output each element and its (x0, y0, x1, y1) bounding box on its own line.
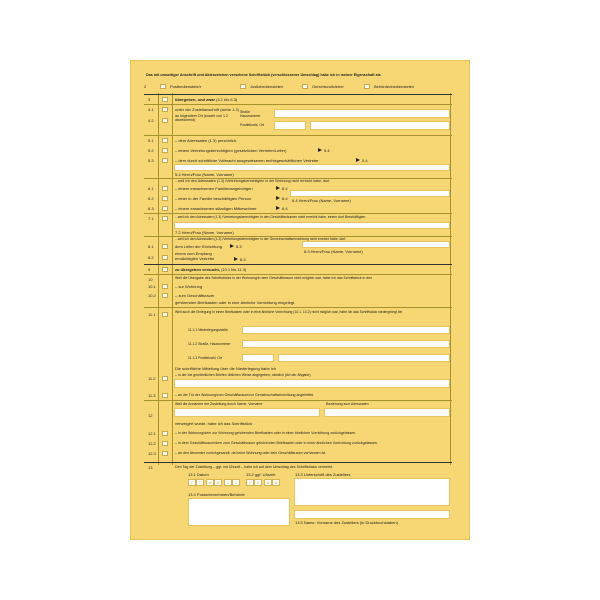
row-rule (144, 400, 452, 401)
arrow-icon (318, 148, 322, 152)
row-number: 6.3 (148, 206, 154, 211)
caption-7-2: 7.2 Herrn/Frau (Name, Vorname) (175, 230, 234, 235)
arrow-icon (276, 186, 280, 190)
niederlegung-postcode-input[interactable] (242, 354, 274, 362)
checkbox-4-2[interactable] (162, 118, 168, 123)
sec13-number: 13 (148, 465, 153, 470)
checkbox-12-1[interactable] (162, 431, 168, 436)
sec9-ref: (10.1 bis 11.3) (221, 267, 247, 272)
column-divider (158, 93, 159, 465)
checkbox-11-2[interactable] (162, 376, 168, 381)
label-4-1: unter der Zustellanschrift (siehe 1.2) (175, 107, 240, 112)
row-number: 8.2 (148, 255, 154, 260)
row-number: 11.1 (148, 312, 156, 317)
column-divider (172, 93, 173, 465)
row-number: 4.2 (148, 118, 154, 123)
row-number: 7.1 (148, 216, 154, 221)
role-checkbox-behoerde[interactable] (364, 84, 370, 89)
label-13-5: 13.5 Name, Vorname des Zustellers (in Druckbuchstaben) (295, 520, 398, 525)
zusteller-name-input[interactable] (294, 510, 450, 519)
checkbox-8-1[interactable] (162, 244, 168, 249)
ref-8-3: 8.3 (240, 257, 246, 262)
checkbox-11-3[interactable] (162, 393, 168, 398)
sec12-intro: verweigert wurde, habe ich das Schriftstück (175, 421, 253, 426)
checkbox-10-1[interactable] (162, 284, 168, 289)
row-number: 11.2 (148, 376, 156, 381)
time-cell[interactable]: M (264, 479, 272, 486)
row-number: 10.1 (148, 284, 156, 289)
name-input-8-3[interactable] (302, 241, 450, 248)
ref-6-4: 6.4 (282, 196, 288, 201)
role-label-behoerde: Behördenbedienstete/r (374, 84, 415, 89)
arrow-icon (356, 158, 360, 162)
sec6-intro: ...weil ich den Adressaten (1.3) /Vertretungsberechtigten in der Wohnung nicht erreicht habe, dort (175, 179, 330, 183)
strasse-label: Straße Hausnummer (240, 110, 261, 118)
label-11-1-1: 11.1.1 Niederlegungsstelle (188, 328, 228, 332)
verweigerer-name-input[interactable] (174, 408, 320, 417)
form-heading: Das mit umseitiger Anschrift und Aktenzeichen versehene Schriftstück (verschlossener Umschlag) habe ich in meiner Eigenschaft als (146, 73, 381, 77)
beziehung-input[interactable] (324, 408, 450, 417)
row-rule (144, 135, 452, 136)
row-number: 11.3 (148, 393, 156, 398)
role-label-gv: Gerichtsvollzieher (312, 84, 344, 89)
label-10-2: – zum Geschäftsraum (175, 293, 215, 298)
row-number: 6.2 (148, 196, 154, 201)
checkbox-7-1[interactable] (162, 216, 168, 221)
caption-8-3: 8.3 Herrn/Frau (Name, Vorname) (304, 249, 363, 254)
label-7-1: ...weil ich den Adressaten (1.3) /Vertretungsberechtigten in den Geschäftsräumen nicht erreicht habe, einem dort Beschäftigten (175, 215, 366, 219)
label-11-3: – an der Tür der Wohnung/zum Geschäftsraum/zur Gemeinschaftseinrichtung angeheftet. (175, 393, 314, 397)
sec10-outro: gehörenden Briefkasten oder in eine ähnliche Vorrichtung eingelegt. (175, 300, 296, 305)
ref-5-4: 5.4 (362, 158, 368, 163)
label-5-2: – einem Vertretungsberechtigten (gesetzlichen Vertreter/Leiter) (175, 148, 287, 153)
abgabe-art-input[interactable] (174, 379, 450, 388)
label-4-2: an folgendem Ort (soweit von 1.2 abweichend) (175, 114, 228, 122)
sec11-note: Die schriftliche Mitteilung über die Niederlegung habe ich (175, 366, 276, 371)
signature-field[interactable] (294, 478, 450, 506)
sec3-title: übergeben, und zwar (175, 97, 216, 102)
checkbox-4-1[interactable] (162, 107, 168, 112)
label-12-1: – in der Wohnung/dem zur Wohnung gehörenden Briefkasten oder in einer ähnlichen Vorrichtung zurückgelassen. (175, 431, 357, 435)
label-5-3: – dem durch schriftliche Vollmacht ausgewiesenen rechtsgeschäftlichen Vertreter (175, 158, 319, 163)
ref-5-4: 5.4 (324, 148, 330, 153)
sec8-intro: ...weil ich den Adressaten (1.3) /Vertretungsberechtigten in der Gemeinschaftseinrichtung nicht erreicht habe, dort (175, 237, 346, 241)
row-number: 5.2 (148, 148, 154, 153)
postcode-input[interactable] (274, 121, 306, 130)
date-cell[interactable]: M (206, 479, 214, 486)
checkbox-6-1[interactable] (162, 186, 168, 191)
label-12-2: – in dem Geschäftsraum/dem zum Geschäftsraum gehörenden Briefkasten oder in einer ähnlichen Vorrichtung zurückgelassen. (175, 441, 378, 445)
section-rule (144, 462, 452, 463)
column-divider (450, 93, 451, 465)
checkbox-5-1[interactable] (162, 138, 168, 143)
time-cell[interactable]: M (272, 479, 280, 486)
sec10-intro: Weil die Übergabe des Schriftstücks in der Wohnung/in dem Geschäftsraum nicht möglich war, habe ich das Schriftstück in den (175, 276, 373, 280)
row-number: 5.3 (148, 158, 154, 163)
city-input[interactable] (310, 121, 450, 130)
sec13-intro: Den Tag der Zustellung – ggf. mit Uhrzeit – habe ich auf dem Umschlag des Schriftstücks vermerkt. (175, 465, 333, 469)
niederlegung-street-input[interactable] (242, 340, 450, 348)
ref-8-3: 8.3 (236, 244, 242, 249)
time-cell[interactable]: h (246, 479, 254, 486)
name-input-6-4[interactable] (290, 190, 450, 197)
label-12-3: – an den Absender zurückgesandt, da keine Wohnung oder kein Geschäftsraum vorhanden ist. (175, 451, 327, 455)
time-cell[interactable]: h (254, 479, 262, 486)
plz-label: Postleitzahl, Ort (240, 123, 264, 127)
niederlegungsstelle-input[interactable] (242, 326, 450, 334)
checkbox-6-3[interactable] (162, 206, 168, 211)
sec3-number: 3 (148, 97, 151, 102)
label-8-2: einem zum Empfang ermächtigten Vertreter (175, 251, 215, 261)
row-number: 6.1 (148, 186, 154, 191)
label-11-1-2: 11.1.2 Straße, Hausnummer (188, 342, 231, 346)
label-5-1: – dem Adressaten (1.3) persönlich. (175, 138, 238, 143)
label-12-name: Weil die Annahme der Zustellung durch Name, Vorname (175, 402, 263, 406)
date-cell[interactable]: J (232, 479, 240, 486)
label-6-3: – einem erwachsenen ständigen Mitbewohner (175, 206, 257, 211)
arrow-icon (276, 206, 280, 210)
role-checkbox-post[interactable] (160, 84, 166, 89)
label-13-1: 13.1 Datum (188, 472, 209, 477)
label-12-relation: Beziehung zum Adressaten (326, 402, 369, 406)
ref-6-4: 6.4 (282, 186, 288, 191)
niederlegung-city-input[interactable] (278, 354, 450, 362)
street-input[interactable] (274, 109, 450, 118)
checkbox-8-2[interactable] (162, 255, 168, 260)
row-rule (144, 274, 452, 275)
sec3-checkbox[interactable] (162, 97, 168, 102)
date-cell[interactable]: T (196, 479, 204, 486)
row-rule (144, 213, 452, 214)
delivery-certificate-page (130, 60, 470, 540)
label-8-1: dem Leiter der Einrichtung (175, 244, 222, 249)
role-label-justiz: Justizbedienstete/r (250, 84, 284, 89)
checkbox-6-2[interactable] (162, 196, 168, 201)
checkbox-12-2[interactable] (162, 441, 168, 446)
row-number: 4.1 (148, 107, 154, 112)
label-11-1-3: 11.1.3 Postleitzahl, Ort (188, 356, 223, 360)
ref-6-4: 6.4 (282, 206, 288, 211)
date-cell[interactable]: J (224, 479, 232, 486)
checkbox-10-2[interactable] (162, 293, 168, 298)
caption-6-4: 6.4 Herrn/Frau (Name, Vorname) (292, 198, 351, 203)
label-6-1: – einem erwachsenen Familienangehörigen (175, 186, 253, 191)
role-checkbox-gv[interactable] (302, 84, 308, 89)
arrow-icon (234, 257, 238, 261)
label-11-2: – in der bei gewöhnlichen Briefen üblichen Weise abgegeben; nämlich (Art der Abgabe) (175, 373, 311, 377)
checkbox-5-3[interactable] (162, 158, 168, 163)
role-checkbox-justiz[interactable] (240, 84, 246, 89)
row-number: 12.3 (148, 451, 156, 456)
row-number: 10 (148, 277, 153, 282)
date-cell[interactable]: M (214, 479, 222, 486)
checkbox-5-2[interactable] (162, 148, 168, 153)
section-rule (144, 94, 452, 95)
sec9-title: zu übergeben versucht, (175, 267, 220, 272)
date-cell[interactable]: T (188, 479, 196, 486)
sec3-ref: (4.1 bis 6.3) (216, 97, 238, 102)
label-10-1: – zur Wohnung (175, 284, 203, 289)
row-number: 8.1 (148, 244, 154, 249)
sec9-checkbox[interactable] (162, 267, 168, 272)
row-number: 12.2 (148, 441, 156, 446)
row-rule (144, 307, 452, 308)
label-6-2: – einer in der Familie beschäftigten Person (175, 196, 252, 201)
sec9-number: 9 (148, 267, 151, 272)
row-rule (144, 104, 452, 105)
role-label-post: Postbedienstete/r (170, 84, 202, 89)
arrow-icon (230, 244, 234, 248)
row-number: 10.2 (148, 293, 156, 298)
checkbox-12-3[interactable] (162, 451, 168, 456)
row-number: 5.1 (148, 138, 154, 143)
arrow-icon (276, 196, 280, 200)
sec11-intro: Weil auch die Einlegung in einen Briefkasten oder in eine ähnliche Vorrichtung (10.1, 10.2) nicht möglich war, habe ich das Schriftstück niedergelegt bei (175, 310, 403, 314)
row-number: 12.1 (148, 431, 156, 436)
name-input-5-4[interactable] (174, 164, 450, 171)
label-13-3: 13.3 Unterschrift des Zustellers (295, 472, 351, 477)
checkbox-11-1[interactable] (162, 312, 168, 317)
label-13-2: 13.2 ggf. Uhrzeit (246, 472, 276, 477)
name-input-7-2[interactable] (174, 222, 450, 229)
postunternehmen-field[interactable] (188, 498, 290, 526)
row-number: 12 (148, 413, 153, 418)
label-13-4: 13.4 Postunternehmen/Behörde (188, 492, 245, 497)
section-rule (144, 264, 452, 265)
role-number: 2 (144, 84, 147, 89)
caption-5-4: 5.4 Herrn/Frau (Name, Vorname) (175, 172, 234, 177)
